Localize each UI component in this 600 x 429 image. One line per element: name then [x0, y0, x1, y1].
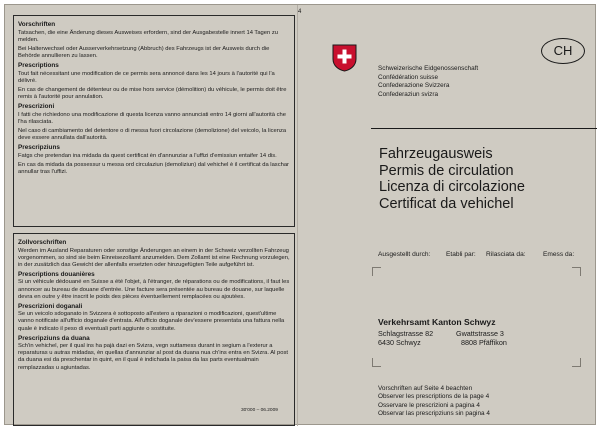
section-text: Tatsachen, die eine Änderung dieses Ausweises erfordern, sind der Ausgabestelle innert 14 Tagen zu melden. — [18, 29, 278, 43]
section-title: Prescripziuns da duana — [18, 334, 90, 342]
section-text: Se un veicolo sdoganato in Svizzera è sottoposto all'estero a riparazioni o modificazioni, quest'ultime vanno notificate all'ufficio doganale d'entrata. All'ufficio doganale dev'essere presentata una fattura nella quale è indicato il peso di eventuali parti aggiunte o sostituite. — [18, 311, 285, 332]
vehicle-registration-document — [4, 4, 596, 425]
section-prescrizioni-doganali — [18, 303, 290, 333]
address-line: Gwattstrasse 3 — [456, 329, 504, 338]
section-prescripziuns-da-duana — [18, 335, 290, 372]
section-title: Prescriptions douanières — [18, 270, 95, 278]
section-text: Sch'in vehichel, per il qual ins ha pajà dazi en Svizra, vegn suttamess durant in segium a l'exterur a reparaturas u autras midadas, èn quellas d'annunziar al post da duana nua ch'ins entra en Svizra. Al post da duana esi da preschentar in quint, en il qual è indichada la paisa da las parts eventualmain remplazzadas u agiuntadas. — [18, 343, 289, 371]
section-text: Nel caso di cambiamento del detentore o di messa fuori circolazione (demolizione) del veicolo, la licenza deve essere annullata dall'autorità. — [18, 127, 287, 141]
section-title: Vorschriften — [18, 21, 56, 28]
stamp-area-corner — [372, 358, 381, 367]
stamp-area-corner — [372, 267, 381, 276]
address-line: 8808 Pfäffikon — [461, 338, 507, 347]
customs-box — [13, 233, 295, 426]
section-text: Si un véhicule dédouané en Suisse a été l'objet, à l'étranger, de réparations ou de modifications, il faut les annoncer au bureau de douane d'entrée. Une facture sera présentée au bureau de douane, sur laquelle devra en outre y être inscrit le poids des pièces éventuellement remplacées ou ajoutées. — [18, 279, 290, 300]
divider-rule — [371, 128, 597, 129]
address-line: Schlagstrasse 82 — [378, 329, 434, 338]
page-number: 4 — [298, 9, 302, 15]
note-rm: Observar las prescripziuns sin pagina 4 — [378, 410, 490, 418]
section-text: I fatti che richiedono una modificazione di questa licenza vanno annunciati entro 14 giorni all'autorità che l'ha rilasciata. — [18, 111, 286, 125]
section-prescriptions-douanieres — [18, 271, 290, 301]
office-address-pfaeffikon — [456, 329, 507, 347]
swiss-cross-shield-icon — [332, 44, 357, 72]
title-de: Fahrzeugausweis — [379, 146, 493, 162]
regulations-box — [13, 15, 295, 227]
section-prescriptions — [18, 62, 290, 101]
stamp-area-corner — [572, 267, 581, 276]
confederation-names — [378, 65, 478, 99]
issuing-office-name: Verkehrsamt Kanton Schwyz — [378, 317, 496, 327]
section-text: En cas de changement de détenteur ou de mise hors service (démolition) du véhicule, le permis doit être remis à l'autorité pour annulation. — [18, 86, 287, 100]
section-text: En cas da midada da possessur u messa ord circulaziun (demoliziun) dal vehichel è il certificat da laschar annullar tras l'uffizi. — [18, 161, 289, 175]
print-code: 30'000 – 06.2009 — [241, 408, 278, 413]
fold-line — [297, 5, 298, 426]
section-text: Werden im Ausland Reparaturen oder sonstige Änderungen an einem in der Schweiz verzollten Fahrzeug vorgenommen, so sind sie beim Einreisezollamt anzumelden. Dem Zollamt ist eine Rechnung vorzulegen, in der zusätzlich das Gewicht der allenfalls ersetzten oder hinzugefügten Teile aufgeführt ist. — [18, 247, 290, 268]
section-vorschriften — [18, 21, 290, 60]
issued-by-label-it: Rilasciata da: — [486, 251, 526, 258]
title-fr: Permis de circulation — [379, 162, 514, 179]
regulations-panel — [13, 15, 295, 425]
confederation-name-fr: Confédération suisse — [378, 73, 439, 81]
section-title: Prescriptions — [18, 61, 59, 69]
issued-by-label-de: Ausgestellt durch: — [378, 251, 431, 258]
section-zollvorschriften — [18, 239, 290, 269]
page-reference-notes — [378, 385, 490, 419]
confederation-name-de: Schweizerische Eidgenossenschaft — [378, 65, 479, 72]
issued-by-label-rm: Emess da: — [543, 251, 575, 258]
section-title: Zollvorschriften — [18, 239, 67, 246]
section-prescrizioni — [18, 103, 290, 142]
section-title: Prescrizioni doganali — [18, 302, 83, 310]
title-it: Licenza di circolazione — [379, 179, 525, 195]
stamp-area-corner — [572, 358, 581, 367]
section-text: Fatgs che pretendan ina midada da quest certificat èn d'annunziar a l'uffizi d'emissiun entaifer 14 dis. — [18, 152, 277, 159]
issued-by-label-fr: Etabli par: — [446, 251, 476, 258]
confederation-name-it: Confederazione Svizzera — [378, 82, 450, 90]
note-it: Osservare le prescrizioni a pagina 4 — [378, 401, 480, 409]
section-title: Prescripziuns — [18, 143, 60, 151]
document-titles — [379, 146, 525, 212]
address-line: 6430 Schwyz — [378, 338, 421, 347]
country-code-oval: CH — [541, 38, 585, 64]
section-prescripziuns — [18, 144, 290, 176]
confederation-name-rm: Confederaziun svizra — [378, 90, 439, 98]
section-title: Prescrizioni — [18, 102, 55, 110]
section-text: Tout fait nécessitant une modification de ce permis sera annoncé dans les 14 jours à l'autorité qui l'a délivré. — [18, 70, 275, 84]
office-address-schwyz — [378, 329, 433, 347]
title-rm: Certificat da vehichel — [379, 195, 514, 212]
section-text: Bei Halterwechsel oder Ausserverkehrsetzung (Abbruch) des Fahrzeugs ist der Ausweis durch die Behörde annullieren zu lassen. — [18, 45, 270, 59]
note-fr: Observer les prescriptions de la page 4 — [378, 393, 490, 401]
note-de: Vorschriften auf Seite 4 beachten — [378, 385, 473, 392]
